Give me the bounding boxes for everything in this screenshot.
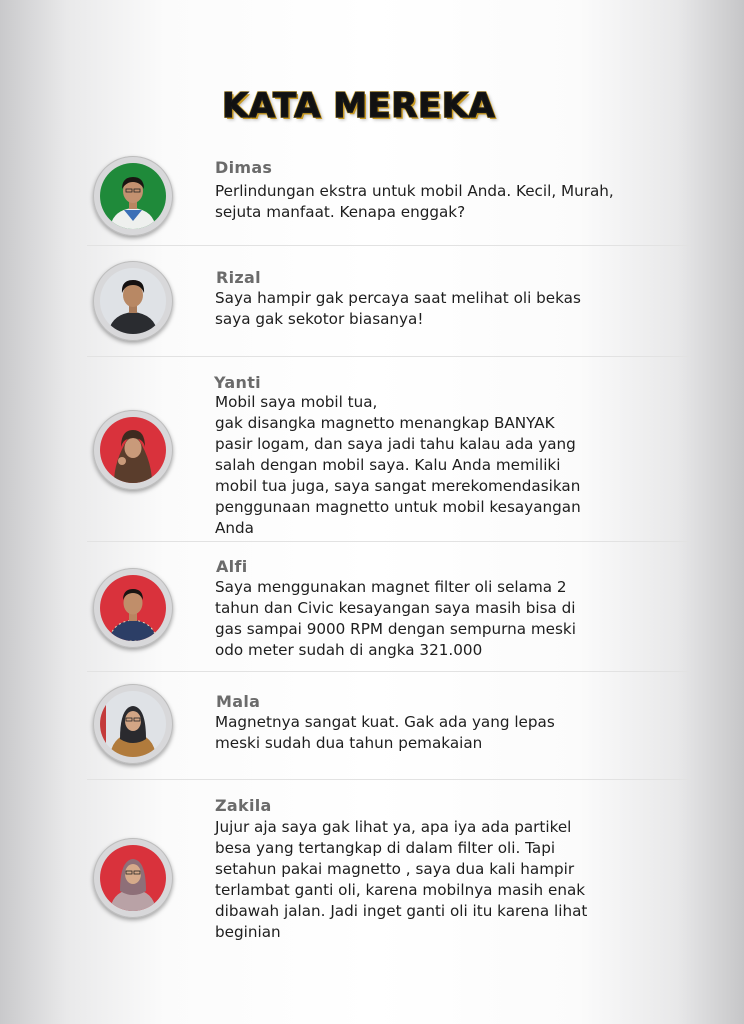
person-photo-icon xyxy=(100,691,166,757)
divider xyxy=(87,541,689,542)
avatar-rizal xyxy=(93,261,173,341)
testimonial-name: Alfi xyxy=(216,557,248,576)
person-photo-icon xyxy=(100,845,166,911)
testimonial-text: Saya hampir gak percaya saat melihat oli bekas saya gak sekotor biasanya! xyxy=(215,289,581,328)
divider xyxy=(87,356,689,357)
testimonial-text: Saya menggunakan magnet filter oli selama 2 tahun dan Civic kesayangan saya masih bisa di gas sampai 9000 RPM dengan sempurna meski odo meter sudah di angka 321.000 xyxy=(215,578,576,659)
person-photo-icon xyxy=(100,268,166,334)
testimonial-text: Perlindungan ekstra untuk mobil Anda. Kecil, Murah, sejuta manfaat. Kenapa enggak? xyxy=(215,182,614,221)
avatar-zakila xyxy=(93,838,173,918)
testimonial-name: Dimas xyxy=(215,158,273,177)
divider xyxy=(87,779,689,780)
person-photo-icon xyxy=(100,163,166,229)
testimonial-text: Jujur aja saya gak lihat ya, apa iya ada partikel besa yang tertangkap di dalam filter oli. Tapi setahun pakai magnetto , saya dua kali hampir terlambat ganti oli, karena mobilnya masih enak dibawah jalan. Jadi inget ganti oli itu karena lihat beginian xyxy=(215,818,588,941)
testimonial-name: Rizal xyxy=(216,268,261,287)
person-photo-icon xyxy=(100,575,166,641)
testimonial-name: Mala xyxy=(216,692,261,711)
avatar-mala xyxy=(93,684,173,764)
avatar-alfi xyxy=(93,568,173,648)
divider xyxy=(87,245,689,246)
testimonial-name: Yanti xyxy=(214,373,261,392)
person-photo-icon xyxy=(100,417,166,483)
testimonial-text: Mobil saya mobil tua, gak disangka magnetto menangkap BANYAK pasir logam, dan saya jadi tahu kalau ada yang salah dengan mobil saya. Kalu Anda memiliki mobil tua juga, saya sangat merekomendasikan penggunaan magnetto untuk mobil kesayangan Anda xyxy=(215,393,581,537)
divider xyxy=(87,671,689,672)
testimonial-text: Magnetnya sangat kuat. Gak ada yang lepas meski sudah dua tahun pemakaian xyxy=(215,713,555,752)
testimonial-name: Zakila xyxy=(215,796,272,815)
avatar-dimas xyxy=(93,156,173,236)
page-title: KATA MEREKA xyxy=(222,86,496,126)
avatar-yanti xyxy=(93,410,173,490)
